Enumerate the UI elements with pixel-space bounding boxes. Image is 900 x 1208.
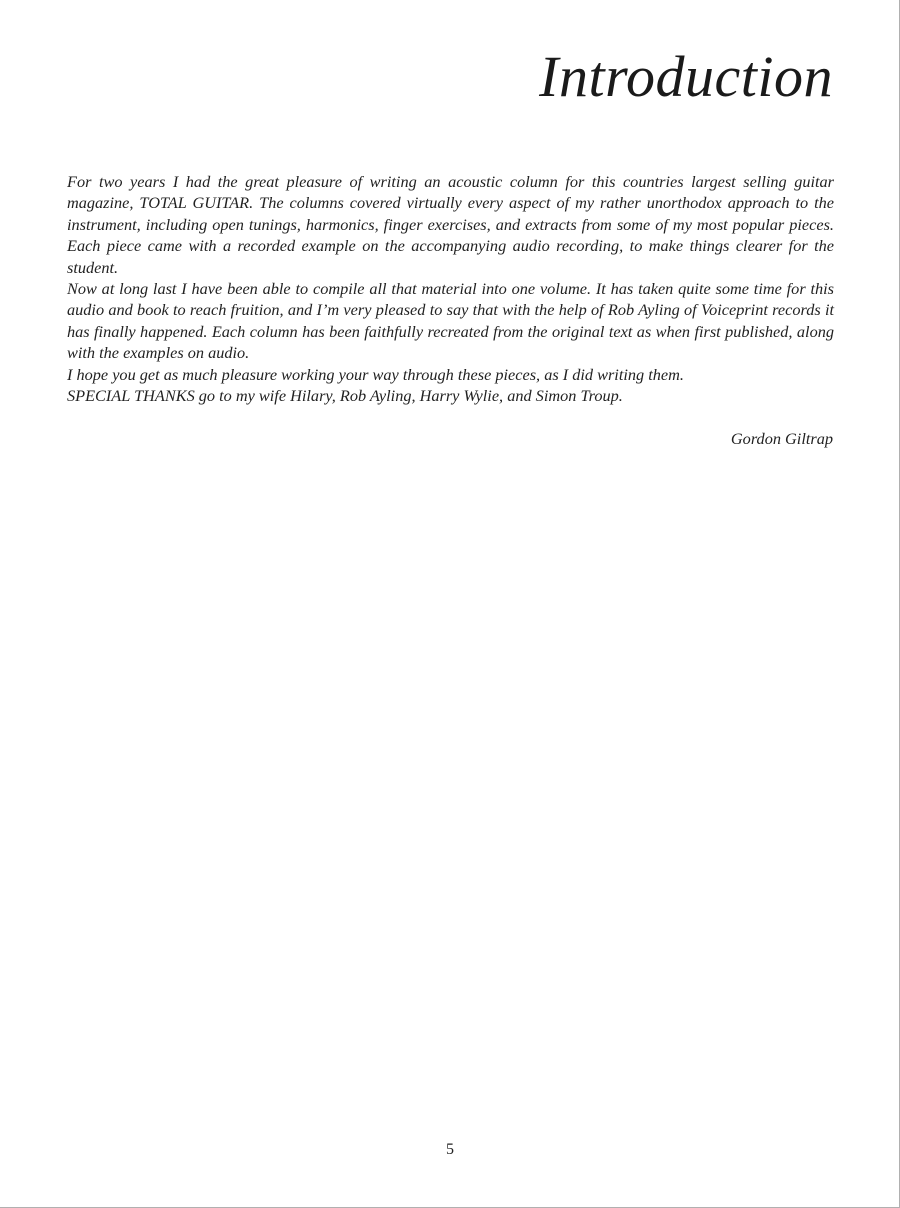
page-number: 5 bbox=[446, 1141, 454, 1158]
paragraph-1: For two years I had the great pleasure of writing an acoustic column for this countries largest selling guitar magazine, TOTAL GUITAR. The columns covered virtually every aspect of my rather unorthodox approach to the instrument, including open tunings, harmonics, finger exercises, and extracts from some of my most popular pieces. Each piece came with a recorded example on the accompanying audio recording, to make things clearer for the student. bbox=[67, 172, 834, 277]
paragraph-4: SPECIAL THANKS go to my wife Hilary, Rob Ayling, Harry Wylie, and Simon Troup. bbox=[67, 386, 623, 406]
author-signature: Gordon Giltrap bbox=[730, 429, 833, 448]
page-title: Introduction bbox=[539, 44, 833, 109]
introduction-body bbox=[67, 171, 834, 406]
paragraph-2: Now at long last I have been able to compile all that material into one volume. It has taken quite some time for this audio and book to reach fruition, and I’m very pleased to say that with the help of Rob Ayling of Voiceprint records it has finally happened. Each column has been faithfully recreated from the original text as when first published, along with the examples on audio. bbox=[67, 279, 834, 363]
paragraph-3: I hope you get as much pleasure working your way through these pieces, as I did writing them. bbox=[67, 364, 684, 384]
